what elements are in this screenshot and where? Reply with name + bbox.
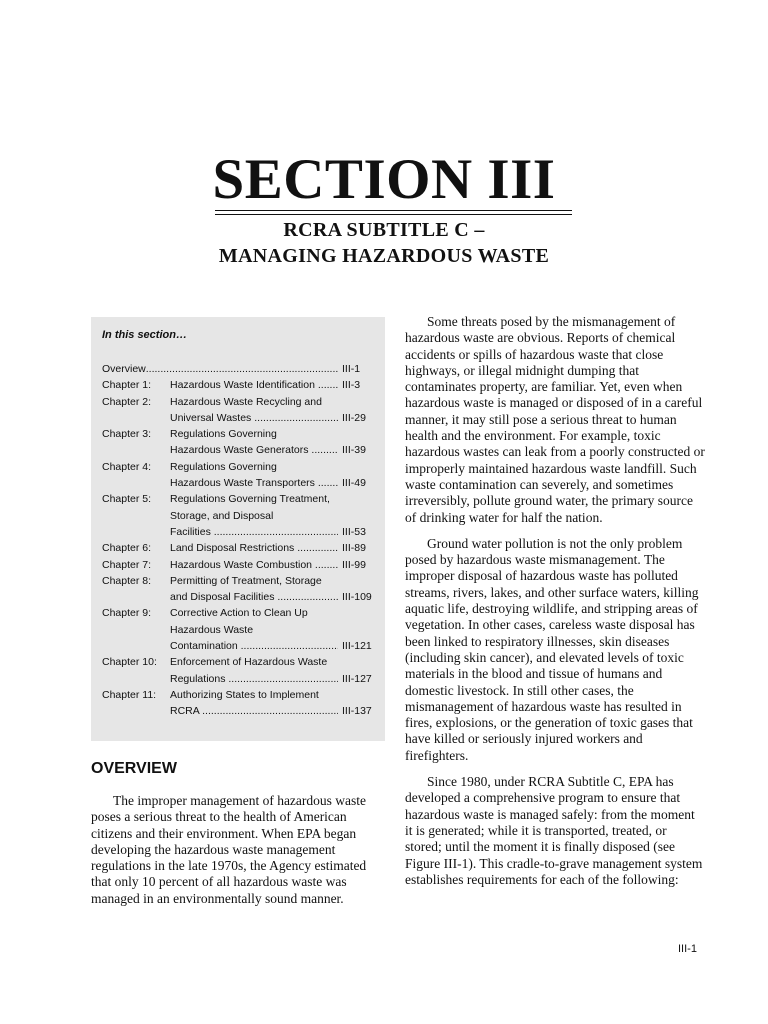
toc-entry-title: Land Disposal Restrictions ..... <box>170 540 338 556</box>
toc-entry-title: Regulations Governing <box>170 460 277 473</box>
toc-entry-page: III-99 <box>342 558 366 571</box>
toc-entry <box>102 426 378 442</box>
toc-entry-page: III-53 <box>342 525 366 538</box>
toc-entry-title: Hazardous Waste Identification ..... <box>170 377 338 393</box>
toc-entry-title: RCRA ..... <box>170 703 338 719</box>
section-title: SECTION III <box>212 148 556 211</box>
toc-entry <box>102 638 378 654</box>
paragraph-since-1980: Since 1980, under RCRA Subtitle C, EPA has developed a comprehensive program to ensure that hazardous waste is managed safely: from the moment it is generated; while it is transported, treated, or stored; until the moment it is finally disposed (see Figure III-1). This cradle-to-grave management system establishes requirements for each of the following: <box>405 774 703 887</box>
toc-entry <box>102 508 378 524</box>
toc-heading: In this section… <box>102 329 187 341</box>
toc-entry <box>102 442 378 458</box>
page-number: III-1 <box>678 943 697 955</box>
toc-entry-number <box>102 622 170 638</box>
toc-entry-title: Hazardous Waste Transporters ..... <box>170 475 338 491</box>
toc-entry <box>102 394 378 410</box>
toc-entry-number <box>102 703 170 719</box>
toc-entry <box>102 459 378 475</box>
toc-entry-page: III-121 <box>342 640 372 653</box>
toc-entry-title: Contamination ..... <box>170 638 338 654</box>
toc-entry-title: and Disposal Facilities ..... <box>170 589 338 605</box>
toc-entry-title: Facilities ..... <box>170 524 338 540</box>
toc-entry-page: III-137 <box>342 705 372 718</box>
toc-list <box>102 361 378 720</box>
toc-entry-number <box>102 589 170 605</box>
toc-entry-title: Authorizing States to Implement <box>170 688 319 701</box>
toc-entry-number <box>102 524 170 540</box>
toc-entry-page <box>338 573 378 589</box>
toc-entry-title: Regulations Governing <box>170 428 277 441</box>
toc-entry-title: Regulations ..... <box>170 671 338 687</box>
toc-entry <box>102 671 378 687</box>
title-rule-top <box>215 210 572 211</box>
toc-entry <box>102 361 378 377</box>
toc-entry-title: Permitting of Treatment, Storage <box>170 574 322 587</box>
toc-entry-page <box>338 426 378 442</box>
toc-entry <box>102 524 378 540</box>
toc-entry-number: Chapter 3: <box>102 428 152 441</box>
overview-text <box>91 793 379 917</box>
title-rule-bottom <box>215 214 572 215</box>
toc-entry-number: Overview <box>102 363 146 375</box>
toc-entry-page <box>338 459 378 475</box>
toc-entry <box>102 410 378 426</box>
toc-entry-number <box>102 671 170 687</box>
toc-entry-title: Universal Wastes ..... <box>170 410 338 426</box>
toc-entry-page <box>338 687 378 703</box>
toc-entry <box>102 703 378 719</box>
toc-entry-page: III-3 <box>342 379 361 392</box>
toc-entry-page: III-49 <box>342 477 366 490</box>
toc-entry <box>102 573 378 589</box>
paragraph-ground-water: Ground water pollution is not the only problem posed by hazardous waste mismanagement. The improper disposal of hazardous waste has polluted streams, rivers, lakes, and other surface waters, killing aquatic life, destroying wildlife, and stripping areas of vegetation. In other cases, careless waste disposal has been linked to respiratory illnesses, skin diseases (including skin cancer), and elevated levels of toxic materials in the blood and tissue of humans and domestic livestock. In still other cases, the mismanagement of hazardous waste has resulted in fires, explosions, or the generation of toxic gases that have killed or seriously injured workers and firefighters. <box>405 535 699 763</box>
paragraph-threats: Some threats posed by the mismanagement of hazardous waste are obvious. Reports of chemical accidents or spills of hazardous waste that close highways, or illegal midnight dumping that contaminates property, are familiar. Yet, even when hazardous waste is managed or disposed of in a careful manner, it may still pose a serious threat to human health and the environment. For example, toxic hazardous wastes can leak from a poorly constructed or improperly maintained hazardous waste landfill. Such waste contamination can severely, and sometimes irreversibly, pollute ground water, the primary source of drinking water for half the nation. <box>405 314 705 525</box>
toc-entry-number: Chapter 7: <box>102 558 152 571</box>
toc-entry-number <box>102 508 170 524</box>
toc-entry <box>102 654 378 670</box>
subtitle-line-1: RCRA SUBTITLE C – <box>283 219 485 241</box>
toc-entry <box>102 475 378 491</box>
toc-entry-title: Hazardous Waste <box>170 623 254 636</box>
toc-entry-number: Chapter 9: <box>102 607 152 620</box>
toc-entry-number: Chapter 4: <box>102 460 152 473</box>
toc-entry-title: Hazardous Waste Recycling and <box>170 395 322 408</box>
toc-entry <box>102 589 378 605</box>
toc-entry <box>102 687 378 703</box>
toc-entry-page <box>338 508 378 524</box>
toc-entry-page <box>338 394 378 410</box>
toc-box <box>91 317 385 741</box>
toc-entry-title: Enforcement of Hazardous Waste <box>170 656 328 669</box>
toc-entry-title: Hazardous Waste Generators ..... <box>170 442 338 458</box>
toc-entry <box>102 622 378 638</box>
toc-entry <box>102 377 378 393</box>
toc-entry-title: Regulations Governing Treatment, <box>170 493 330 506</box>
toc-entry-number <box>102 638 170 654</box>
toc-entry-page <box>338 622 378 638</box>
overview-heading: OVERVIEW <box>91 760 177 777</box>
toc-entry <box>102 605 378 621</box>
toc-entry-number: Chapter 11: <box>102 688 157 701</box>
toc-entry-number <box>102 410 170 426</box>
overview-paragraph: The improper management of hazardous waste poses a serious threat to the health of American citizens and their environment. When EPA began developing the hazardous waste management regulations in the late 1970s, the Agency estimated that only 10 percent of all hazardous waste was managed in an environmentally sound manner. <box>91 793 367 906</box>
toc-entry-title <box>146 361 338 377</box>
toc-entry-page <box>338 654 378 670</box>
right-column-text <box>405 314 705 898</box>
toc-entry-number <box>102 475 170 491</box>
toc-entry-number: Chapter 8: <box>102 574 152 587</box>
toc-entry-page: III-1 <box>342 363 361 375</box>
toc-entry-number: Chapter 10: <box>102 656 157 669</box>
toc-entry-page <box>338 605 378 621</box>
toc-entry-page <box>338 491 378 507</box>
toc-entry-page: III-39 <box>342 444 366 457</box>
toc-entry-title: Hazardous Waste Combustion ..... <box>170 557 338 573</box>
toc-entry-title: Storage, and Disposal <box>170 509 274 522</box>
toc-entry-number: Chapter 5: <box>102 493 152 506</box>
toc-entry-number: Chapter 1: <box>102 379 152 392</box>
toc-entry-title: Corrective Action to Clean Up <box>170 607 308 620</box>
toc-entry-page: III-89 <box>342 542 366 555</box>
toc-entry-page: III-29 <box>342 411 366 424</box>
toc-entry <box>102 557 378 573</box>
toc-entry <box>102 540 378 556</box>
toc-entry-number <box>102 442 170 458</box>
toc-entry-number: Chapter 6: <box>102 542 152 555</box>
toc-entry-page: III-127 <box>342 672 372 685</box>
subtitle-line-2: MANAGING HAZARDOUS WASTE <box>218 245 550 267</box>
toc-entry-page: III-109 <box>342 591 372 604</box>
toc-entry <box>102 491 378 507</box>
toc-entry-number: Chapter 2: <box>102 395 152 408</box>
